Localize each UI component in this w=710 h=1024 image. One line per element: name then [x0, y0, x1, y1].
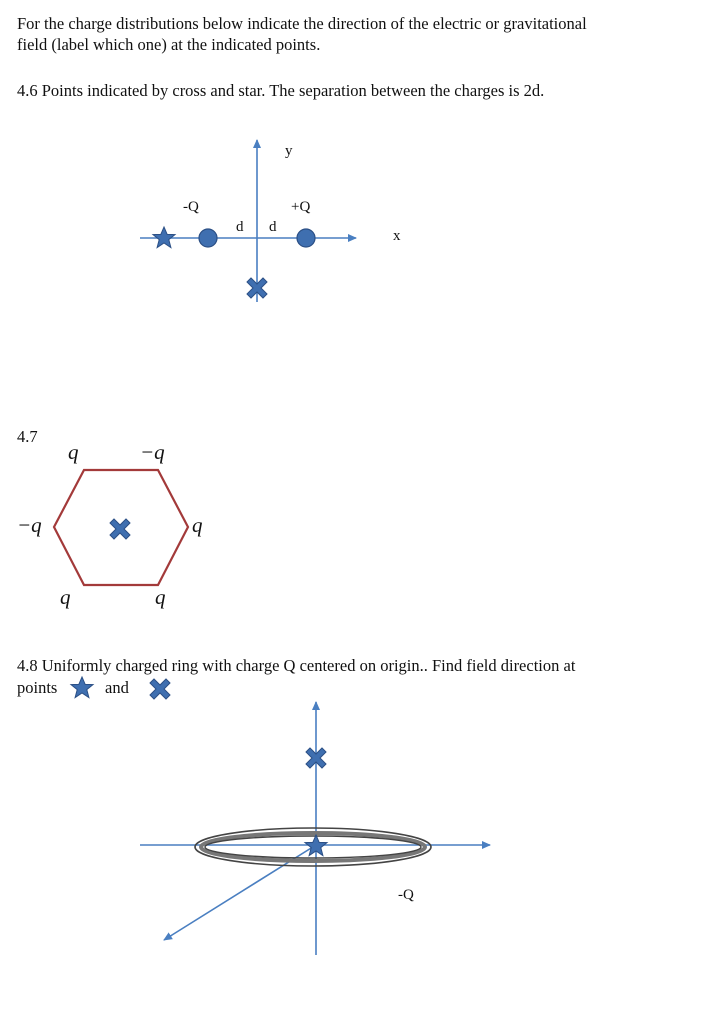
charge-bottom-left: q	[60, 585, 71, 609]
charge-right: q	[192, 513, 203, 537]
and-text: and	[105, 678, 129, 697]
charge-left: −q	[17, 513, 42, 537]
ring-charge-label: -Q	[398, 887, 414, 903]
pos-charge-label: +Q	[291, 199, 311, 215]
cross-icon	[150, 679, 170, 699]
star-icon	[71, 677, 93, 698]
charge-top-right: −q	[140, 440, 165, 464]
charge-top-left: q	[68, 440, 79, 464]
neg-charge-label: -Q	[183, 199, 199, 215]
problem-4-8-heading: 4.8 Uniformly charged ring with charge Q centered on origin.. Find field direction at	[17, 656, 576, 675]
charge-bottom-right: q	[155, 585, 166, 609]
points-text: points	[17, 678, 58, 697]
d-label-left: d	[236, 219, 244, 235]
d-label-right: d	[269, 219, 277, 235]
problem-4-7-heading: 4.7	[17, 427, 38, 446]
y-axis-label: y	[285, 143, 293, 159]
intro-line-1: For the charge distributions below indicate the direction of the electric or gravitational	[17, 14, 587, 33]
intro-line-2: field (label which one) at the indicated points.	[17, 35, 321, 54]
x-axis-label: x	[393, 228, 401, 244]
problem-4-6-heading: 4.6 Points indicated by cross and star. The separation between the charges is 2d.	[17, 81, 545, 100]
